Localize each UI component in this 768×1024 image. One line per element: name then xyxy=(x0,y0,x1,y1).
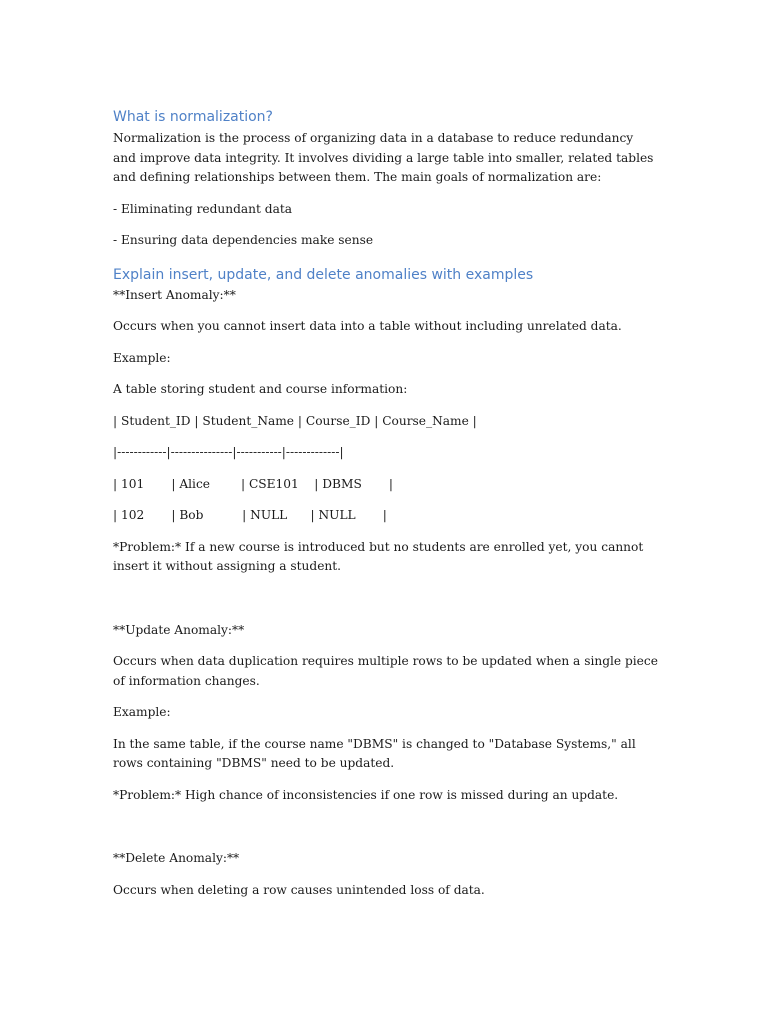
document-page xyxy=(113,108,658,900)
update-anomaly-title: **Update Anomaly:** xyxy=(113,622,245,637)
table-row: | 102 | Bob | NULL | NULL | xyxy=(113,508,387,522)
insert-problem: *Problem:* If a new course is introduced but no students are enrolled yet, you cannot insert it without assigning a student. xyxy=(113,539,644,573)
update-example-label: Example: xyxy=(113,705,171,719)
update-problem: *Problem:* High chance of inconsistencies if one row is missed during an update. xyxy=(113,787,619,802)
table-row: | 101 | Alice | CSE101 | DBMS | xyxy=(113,476,394,491)
goal-item: - Eliminating redundant data xyxy=(113,201,293,216)
table-separator-row: |------------|---------------|-----------|-------------| xyxy=(113,445,344,459)
table-intro: A table storing student and course information: xyxy=(113,382,408,396)
table-header-row: | Student_ID | Student_Name | Course_ID | Course_Name | xyxy=(113,413,477,428)
update-detail: In the same table, if the course name "DBMS" is changed to "Database Systems," all rows containing "DBMS" need to be updated. xyxy=(113,736,636,770)
insert-anomaly-desc: Occurs when you cannot insert data into a table without including unrelated data. xyxy=(113,319,622,333)
intro-paragraph: Normalization is the process of organizing data in a database to reduce redundancy and improve data integrity. It involves dividing a large table into smaller, related tables and defining relationships between them. The main goals of normalization are: xyxy=(113,131,654,184)
insert-example-label: Example: xyxy=(113,350,171,365)
heading-normalization: What is normalization? xyxy=(113,109,273,125)
delete-anomaly-title: **Delete Anomaly:** xyxy=(113,851,240,865)
goal-item: - Ensuring data dependencies make sense xyxy=(113,233,374,247)
heading-anomalies: Explain insert, update, and delete anomalies with examples xyxy=(113,266,534,283)
delete-anomaly-desc: Occurs when deleting a row causes unintended loss of data. xyxy=(113,882,485,897)
update-anomaly-desc: Occurs when data duplication requires multiple rows to be updated when a single piece of information changes. xyxy=(113,654,658,688)
insert-anomaly-title: **Insert Anomaly:** xyxy=(113,287,236,302)
